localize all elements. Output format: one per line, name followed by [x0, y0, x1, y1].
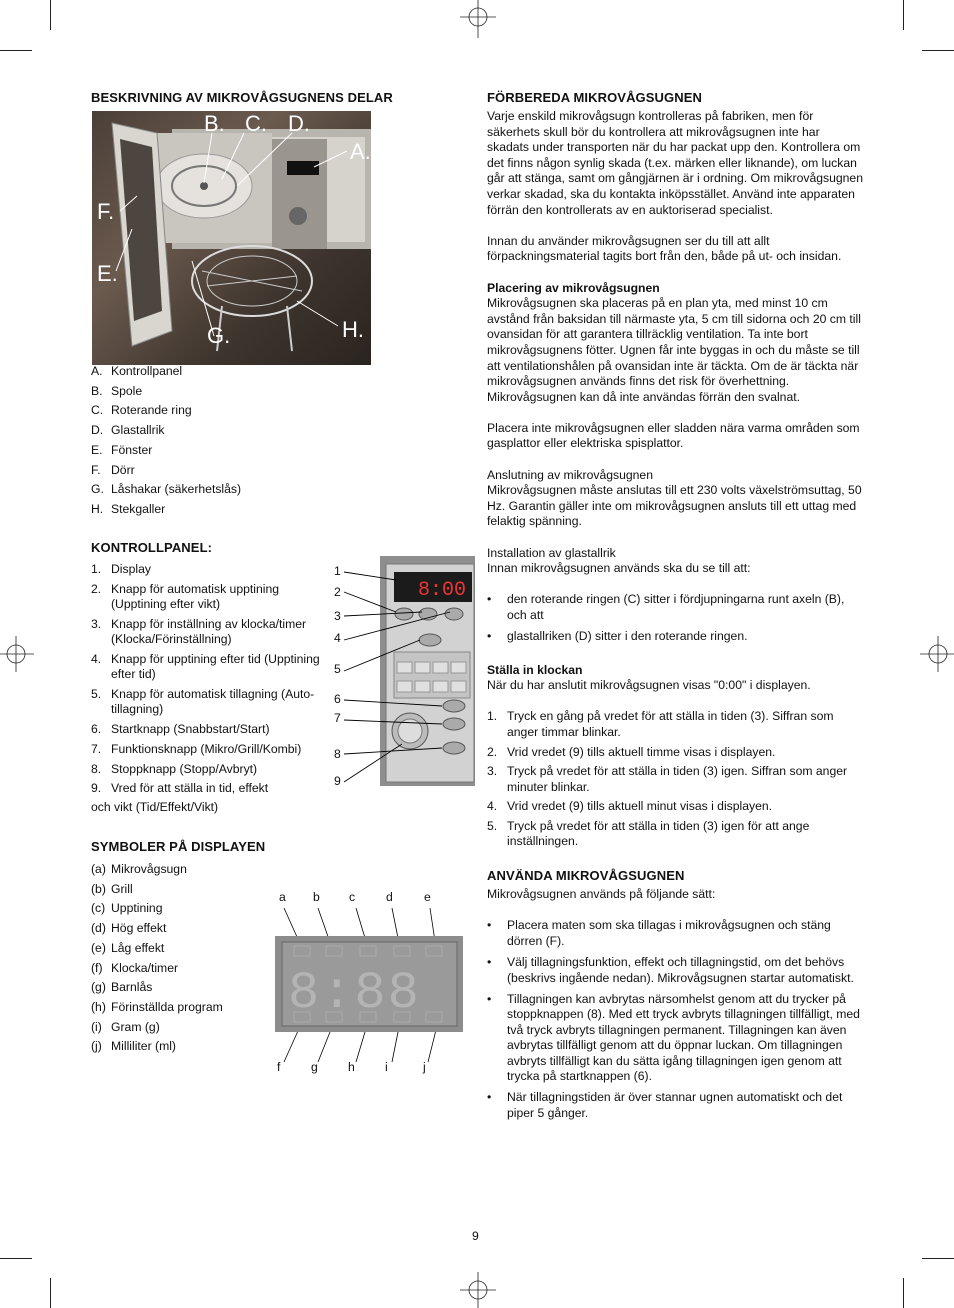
clock-step-marker: 2.: [487, 744, 498, 759]
parts-list-item-marker: H.: [91, 501, 104, 516]
panel-list-item-marker: 6.: [91, 722, 102, 737]
symbols-list-item-text: Barnlås: [111, 980, 153, 995]
symbols-list-item: [91, 901, 281, 916]
panel-list-item-marker: 7.: [91, 741, 102, 756]
clock-step-text: Vrid vredet (9) tills aktuell timme visas i displayen.: [507, 744, 776, 759]
use-bullet: [487, 992, 863, 1084]
clock-step: [487, 819, 863, 850]
crop-mark: [903, 1278, 904, 1308]
parts-list-item-marker: E.: [91, 442, 103, 457]
clock-title: Ställa in klockan: [487, 662, 583, 677]
parts-list-item-marker: G.: [91, 482, 104, 497]
panel-number-6: 6: [334, 692, 341, 706]
display-letter-a: a: [279, 890, 286, 904]
panel-list-item-text: Knapp för upptining efter tid (Upptining efter tid): [111, 651, 320, 682]
symbols-list-item: [91, 882, 281, 897]
symbols-list-item: [91, 961, 281, 976]
crop-mark: [0, 1258, 32, 1259]
clock-step: [487, 745, 863, 760]
use-bullet-text: Tillagningen kan avbrytas närsomhelst genom att du trycker på stoppknappen (8). Med ett tryck avbryts tillagningen tillfälligt, med två tryck avbryts tillagningen permanent. Tillagningen kan även avbrytas tillfälligt genom att du öppnar luckan. Om tillagningen avbryts tillfälligt kan du sätta igång tillagningen igen genom att trycka på startknappen (6).: [507, 991, 860, 1083]
registration-mark: [0, 632, 34, 676]
parts-list-item-text: Spole: [111, 383, 143, 398]
photo-label-d: D.: [288, 111, 310, 136]
parts-list-item: [91, 502, 371, 517]
symbols-title: SYMBOLER PÅ DISPLAYEN: [91, 839, 266, 854]
parts-list-item-text: Fönster: [111, 442, 153, 457]
display-letter-e: e: [424, 890, 431, 904]
registration-mark: [456, 0, 500, 40]
glass-bullet-text: den roterande ringen (C) sitter i fördjupningarna runt axeln (B), och att: [507, 592, 845, 622]
parts-list: [91, 364, 371, 522]
photo-label-c: C.: [245, 111, 267, 136]
parts-list-item-marker: A.: [91, 364, 103, 378]
panel-tail: och vikt (Tid/Effekt/Vikt): [91, 799, 219, 814]
photo-label-a: A.: [350, 139, 371, 164]
parts-list-item: [91, 443, 371, 458]
use-bullet-text: Placera maten som ska tillagas i mikrovågsugnen och stäng dörren (F).: [507, 918, 831, 948]
panel-list-item: [91, 687, 331, 718]
clock-step-marker: 3.: [487, 764, 498, 779]
use-bullet-text: När tillagningstiden är över stannar ugnen automatiskt och det piper 5 gånger.: [507, 1090, 843, 1120]
parts-list-item: [91, 403, 371, 418]
display-letter-d: d: [386, 890, 393, 904]
panel-list-item: [91, 722, 331, 737]
symbols-list-item-text: Gram (g): [111, 1019, 160, 1034]
photo-label-e: E.: [97, 261, 118, 286]
panel-list-item-marker: 5.: [91, 687, 102, 702]
panel-list-item-marker: 8.: [91, 761, 102, 776]
use-bullet: [487, 918, 863, 949]
clock-step: [487, 764, 863, 795]
use-title: ANVÄNDA MIKROVÅGSUGNEN: [487, 868, 685, 884]
use-bullet: [487, 1090, 863, 1121]
panel-list-item-text: Display: [111, 562, 151, 576]
panel-list-item-marker: 3.: [91, 616, 102, 631]
glass-bullet-text: glastallriken (D) sitter i den roterande ringen.: [507, 629, 748, 644]
crop-mark: [903, 0, 904, 30]
clock-step-marker: 5.: [487, 819, 498, 834]
panel-number-3: 3: [334, 609, 341, 623]
symbols-list-item-text: Låg effekt: [111, 940, 165, 955]
parts-list-item: [91, 364, 371, 379]
photo-label-b: B.: [204, 111, 225, 136]
display-letter-i: i: [385, 1060, 388, 1074]
use-bullet-marker: •: [487, 1090, 492, 1105]
symbols-list-item-marker: (g): [91, 980, 106, 995]
crop-mark: [0, 50, 32, 51]
prep-paragraph-2: Innan du använder mikrovågsugnen ser du till att allt förpackningsmaterial tagits bort från den, både på ut- och insidan.: [487, 233, 842, 264]
crop-mark: [50, 0, 51, 30]
panel-list-item-marker: 4.: [91, 651, 102, 666]
right-column: [487, 90, 863, 1127]
panel-list-item-marker: 9.: [91, 781, 102, 796]
glass-title: Installation av glastallrik: [487, 545, 616, 560]
use-paragraph: Mikrovågsugnen används på följande sätt:: [487, 887, 716, 902]
photo-label-h: H.: [342, 317, 364, 342]
clock-step-list: [487, 709, 863, 849]
symbols-list-item-text: Hög effekt: [111, 921, 167, 936]
parts-list-item-marker: F.: [91, 462, 101, 477]
parts-list-item-text: Dörr: [111, 462, 135, 477]
panel-list-item-text: Vred för att ställa in tid, effekt: [111, 781, 269, 796]
panel-list-item-text: Knapp för automatisk tillagning (Auto-tillagning): [111, 687, 315, 717]
clock-step-text: Tryck en gång på vredet för att ställa in tiden (3). Siffran som anger timmar blinkar.: [507, 709, 834, 739]
glass-bullet-marker: •: [487, 629, 492, 644]
use-bullet-marker: •: [487, 955, 492, 970]
use-bullet: [487, 955, 863, 986]
symbols-list-item-text: Förinställda program: [111, 999, 223, 1014]
panel-number-1: 1: [334, 564, 341, 578]
panel-number-4: 4: [334, 631, 341, 645]
symbols-list-item-marker: (c): [91, 901, 106, 916]
panel-list-item-text: Startknapp (Snabbstart/Start): [111, 722, 270, 737]
parts-list-item-text: Roterande ring: [111, 403, 192, 418]
microwave-photo: [92, 111, 371, 365]
photo-label-g: G.: [207, 323, 231, 348]
symbols-list-item-marker: (h): [91, 999, 106, 1014]
display-letter-c: c: [349, 890, 356, 904]
crop-mark: [922, 50, 954, 51]
clock-step: [487, 709, 863, 740]
parts-list-item-text: Stekgaller: [111, 501, 166, 516]
symbols-list-item-marker: (d): [91, 921, 106, 936]
glass-bullet-marker: •: [487, 592, 492, 607]
clock-step-text: Tryck på vredet för att ställa in tiden (3) igen för att ange inställningen.: [507, 819, 810, 849]
clock-step-text: Vrid vredet (9) tills aktuell minut visas i displayen.: [507, 799, 773, 814]
parts-title: BESKRIVNING AV MIKROVÅGSUGNENS DELAR: [91, 90, 393, 105]
panel-title: KONTROLLPANEL:: [91, 540, 213, 555]
symbols-list-item: [91, 1020, 281, 1035]
panel-list-item-text: Stoppknapp (Stopp/Avbryt): [111, 761, 258, 776]
panel-list-item: [91, 762, 331, 777]
display-illustration: [270, 904, 470, 1064]
symbols-list-item-text: Grill: [111, 881, 133, 896]
use-bullet-text: Välj tillagningsfunktion, effekt och tillagningstid, om det behövs (beskrivs ingående nedan). Mikrovågsugnen startar automatiskt.: [507, 955, 854, 985]
connect-paragraph: Mikrovågsugnen måste anslutas till ett 230 volts växelströmsuttag, 50 Hz. Garantin gäller inte om mikrovågsugnen ansluts till ett uttag med felaktig spänning.: [487, 483, 862, 529]
display-letter-f: f: [277, 1060, 281, 1074]
microwave-illustration: [92, 111, 371, 365]
parts-list-item-marker: C.: [91, 403, 104, 418]
symbols-list-item-marker: (i): [91, 1019, 102, 1034]
display-symbols-figure: [270, 888, 470, 1078]
display-letter-g: g: [311, 1060, 318, 1074]
panel-number-5: 5: [334, 662, 341, 676]
parts-list-item-text: Glastallrik: [111, 423, 165, 438]
control-panel-figure: [330, 556, 475, 786]
placement-paragraph: Mikrovågsugnen ska placeras på en plan yta, med minst 10 cm avstånd från baksidan till närmaste yta, 5 cm till sidorna och 20 cm till ovansidan för att garantera tillräcklig ventilation. Ta inte bort mikrovågsugnens fötter. Ugnen får inte byggas in och du måste se till att ventilationshålen på ovansidan inte är täckta. Om de är täckta när mikrovågsugnen används finns det risk för överhettning. Mikrovågsugnen kan då inte användas förrän den svalnat.: [487, 296, 861, 404]
glass-bullet-list: [487, 592, 863, 644]
symbols-list-item-marker: (b): [91, 881, 106, 896]
glass-bullet: [487, 592, 863, 623]
display-letter-b: b: [313, 890, 320, 904]
panel-list-item-text: Funktionsknapp (Mikro/Grill/Kombi): [111, 741, 302, 756]
panel-number-7: 7: [334, 711, 341, 725]
clock-paragraph: När du har anslutit mikrovågsugnen visas "0:00" i displayen.: [487, 678, 811, 693]
parts-list-item: [91, 423, 371, 438]
symbols-list-item-marker: (f): [91, 960, 103, 975]
symbols-list-item-text: Upptining: [111, 901, 163, 916]
parts-list-item: [91, 384, 371, 399]
clock-step-marker: 4.: [487, 799, 498, 814]
parts-list-item-text: Kontrollpanel: [111, 364, 183, 378]
glass-paragraph: Innan mikrovågsugnen används ska du se till att:: [487, 561, 751, 576]
registration-mark: [456, 1270, 500, 1308]
clock-step: [487, 799, 863, 814]
display-digits: 8:88: [288, 964, 421, 1023]
panel-number-9: 9: [334, 774, 341, 788]
parts-list-item-marker: D.: [91, 423, 104, 438]
prep-title: FÖRBEREDA MIKROVÅGSUGNEN: [487, 90, 702, 105]
panel-number-8: 8: [334, 747, 341, 761]
symbols-list-item: [91, 921, 281, 936]
panel-list-item: [91, 781, 331, 796]
symbols-list-item: [91, 941, 281, 956]
symbols-list-item-text: Klocka/timer: [111, 960, 179, 975]
panel-list-item-marker: 2.: [91, 581, 102, 596]
placement-title: Placering av mikrovågsugnen: [487, 280, 660, 295]
panel-list-item-marker: 1.: [91, 562, 102, 576]
use-bullet-list: [487, 918, 863, 1121]
symbols-list-item-marker: (e): [91, 940, 106, 955]
crop-mark: [50, 1278, 51, 1308]
panel-list-item: [91, 652, 331, 683]
symbols-list-item-marker: (j): [91, 1039, 102, 1054]
photo-label-f: F.: [97, 199, 115, 224]
panel-list-item-text: Knapp för inställning av klocka/timer (Klocka/Förinställning): [111, 616, 307, 647]
panel-number-2: 2: [334, 585, 341, 599]
glass-bullet: [487, 629, 863, 644]
registration-mark: [920, 632, 954, 676]
clock-step-text: Tryck på vredet för att ställa in tiden (3) igen. Siffran som anger minuter blinkar.: [507, 764, 848, 794]
control-panel-illustration: [330, 556, 475, 786]
parts-list-item: [91, 463, 371, 478]
symbols-list-item-text: Mikrovågsugn: [111, 862, 187, 876]
parts-list-item-marker: B.: [91, 383, 103, 398]
symbols-list-item: [91, 862, 281, 877]
panel-list-item: [91, 742, 331, 757]
panel-list-item: [91, 617, 331, 648]
symbols-list-item: [91, 1000, 281, 1015]
symbols-list-item: [91, 980, 281, 995]
crop-mark: [922, 1258, 954, 1259]
panel-list-item-text: Knapp för automatisk upptining (Upptining efter vikt): [111, 581, 280, 612]
use-bullet-marker: •: [487, 991, 492, 1006]
panel-list-item: [91, 562, 331, 577]
panel-list-item: [91, 582, 331, 613]
connect-title: Anslutning av mikrovågsugnen: [487, 467, 653, 482]
use-bullet-marker: •: [487, 918, 492, 933]
parts-list-item-text: Låshakar (säkerhetslås): [111, 482, 242, 497]
page-number: 9: [472, 1229, 479, 1243]
panel-display-digits: 8:00: [418, 579, 467, 602]
panel-list: [91, 562, 331, 816]
clock-step-marker: 1.: [487, 709, 498, 724]
symbols-list: [91, 862, 281, 1059]
placement-paragraph-2: Placera inte mikrovågsugnen eller sladden nära varma områden som gasplattor eller elektriska spisplattor.: [487, 420, 860, 451]
symbols-list-item-text: Milliliter (ml): [111, 1039, 176, 1054]
symbols-list-item: [91, 1039, 281, 1054]
display-letter-h: h: [348, 1060, 355, 1074]
parts-list-item: [91, 482, 371, 497]
symbols-list-item-marker: (a): [91, 862, 106, 876]
prep-paragraph-1: Varje enskild mikrovågsugn kontrolleras på fabriken, men för säkerhets skull bör du kontrollera att mikrovågsugnen inte har skadats under transporten när du har packat upp den. Kontrollera om det finns någon synlig skada (t.ex. märken eller liknande), om luckan går att stänga, samt om gångjärnen är i ordning. Om mikrovågsugnen verkar skadad, ska du kontakta inköpsstället. Använd inte apparaten förrän den kontrollerats av en auktoriserad specialist.: [487, 109, 863, 217]
display-letter-j: j: [423, 1060, 426, 1074]
